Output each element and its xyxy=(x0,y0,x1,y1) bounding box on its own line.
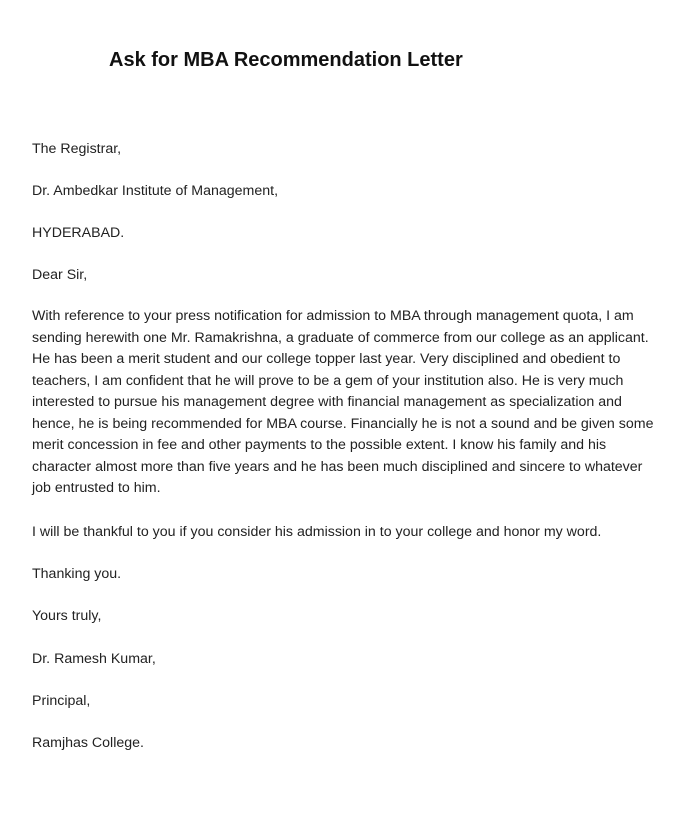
signatory-name: Dr. Ramesh Kumar, xyxy=(32,651,156,667)
recipient-line-3: HYDERABAD. xyxy=(32,225,125,241)
thanks-line: Thanking you. xyxy=(32,566,122,582)
recipient-line-1: The Registrar, xyxy=(32,141,122,157)
signoff-line: Yours truly, xyxy=(32,608,102,624)
signatory-institution: Ramjhas College. xyxy=(32,735,144,751)
body-paragraph: With reference to your press notification for admission to MBA through management quota, I am sending herewith one Mr. Ramakrishna, a graduate of commerce from our college as an applicant. He has been a merit student and our college topper last year. Very disciplined and obedient to teachers, I am confident that he will prove to be a gem of your institution also. He is very much interested to pursue his management degree with financial management as specialization and hence, he is being recommended for MBA course. Financially he is not a sound and be given some merit concession in fee and other payments to the possible extent. I know his family and his character almost more than five years and he has been much disciplined and sincere to whatever job entrusted to him. xyxy=(32,308,654,496)
signatory-designation: Principal, xyxy=(32,693,91,709)
salutation: Dear Sir, xyxy=(32,267,88,283)
recipient-line-2: Dr. Ambedkar Institute of Management, xyxy=(32,183,279,199)
closing-paragraph: I will be thankful to you if you consider his admission in to your college and honor my word. xyxy=(32,524,602,540)
letter-title: Ask for MBA Recommendation Letter xyxy=(109,49,463,71)
